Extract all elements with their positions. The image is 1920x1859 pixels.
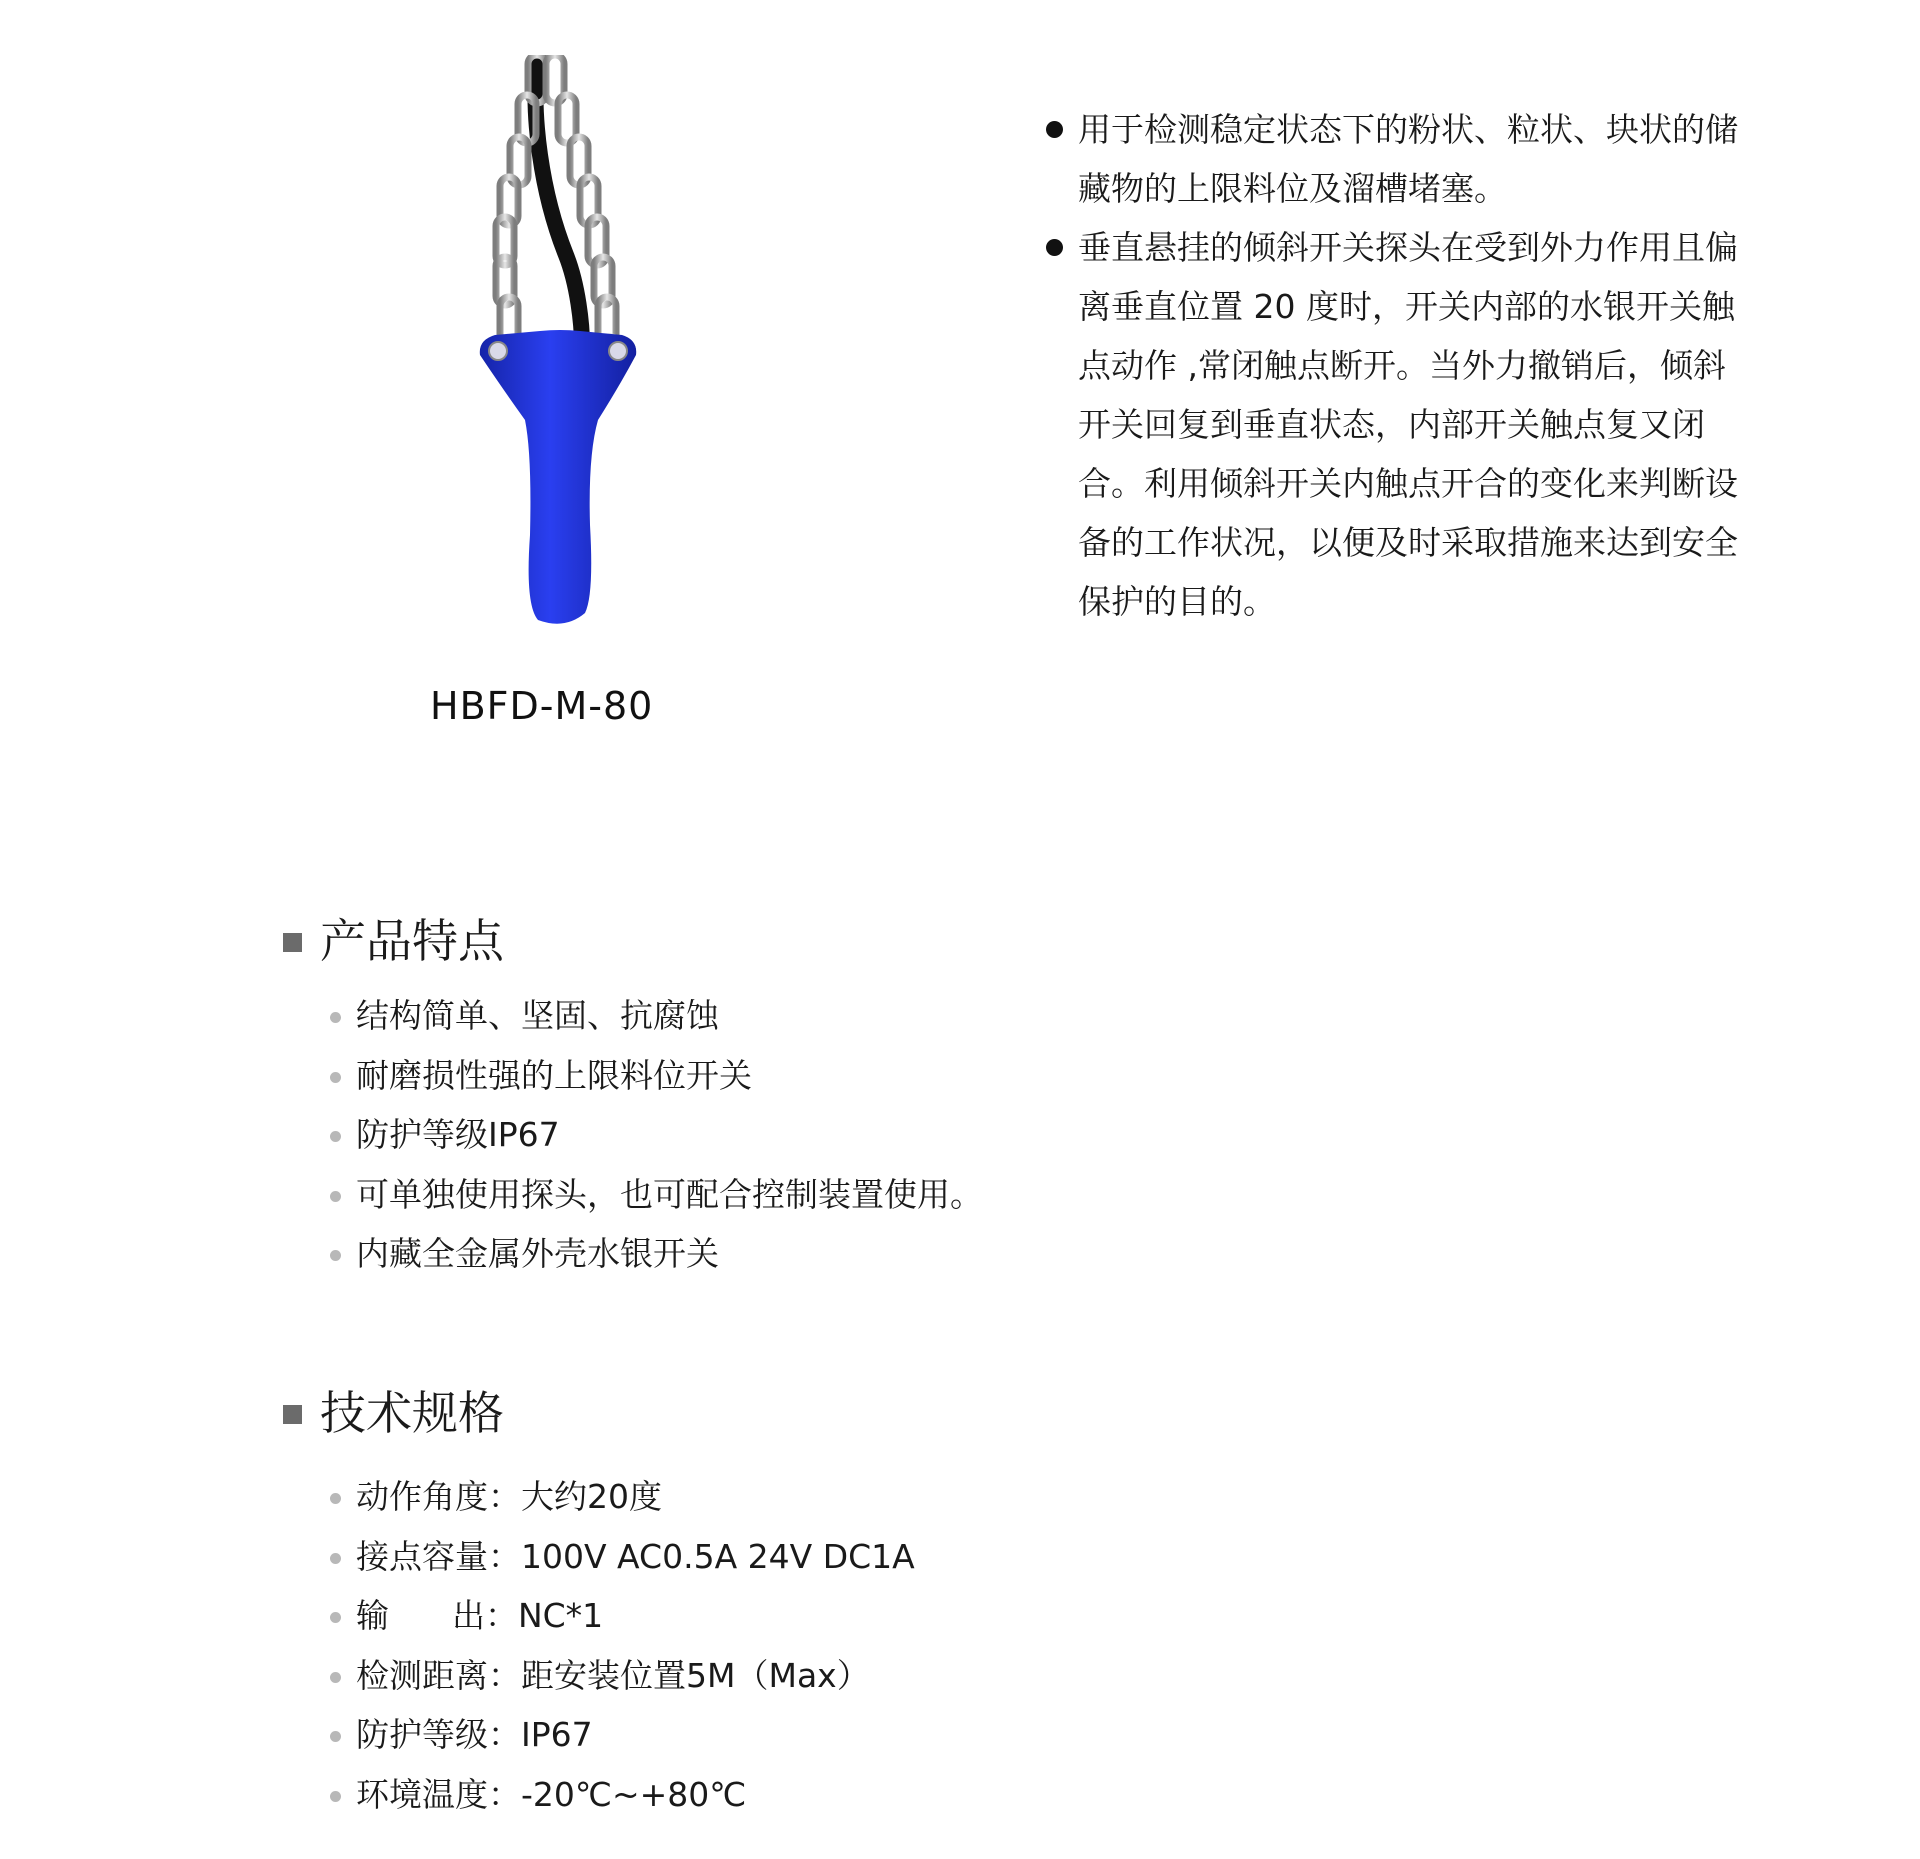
spec-item: 检测距离：距安装位置5M（Max） (330, 1646, 915, 1706)
description-list (1040, 100, 1740, 631)
spec-item: 输 出：NC*1 (330, 1586, 915, 1646)
spec-item: 环境温度：-20℃~+80℃ (330, 1765, 915, 1825)
spec-item: 防护等级：IP67 (330, 1705, 915, 1765)
probe-screw-right (609, 342, 627, 360)
feature-item: 耐磨损性强的上限料位开关 (330, 1046, 983, 1106)
spec-item: 动作角度：大约20度 (330, 1467, 915, 1527)
specs-title: 技术规格 (320, 1386, 504, 1440)
square-bullet-icon (283, 933, 302, 952)
spec-item: 接点容量：100V AC0.5A 24V DC1A (330, 1527, 915, 1587)
specs-list (330, 1467, 915, 1824)
feature-item: 内藏全金属外壳水银开关 (330, 1224, 983, 1284)
features-title: 产品特点 (320, 914, 504, 968)
feature-item: 结构简单、坚固、抗腐蚀 (330, 986, 983, 1046)
specs-heading (283, 1377, 504, 1443)
probe-screw-left (489, 342, 507, 360)
model-label: HBFD-M-80 (430, 684, 654, 728)
description-item: 用于检测稳定状态下的粉状、粒状、块状的储藏物的上限料位及溜槽堵塞。 (1040, 100, 1740, 218)
features-list (330, 986, 983, 1284)
probe-body (480, 330, 636, 624)
features-heading (283, 905, 504, 971)
square-bullet-icon (283, 1405, 302, 1424)
description-item: 垂直悬挂的倾斜开关探头在受到外力作用且偏离垂直位置 20 度时，开关内部的水银开关触点动作 ,常闭触点断开。当外力撤销后，倾斜开关回复到垂直状态，内部开关触点复又闭合。利用倾斜开关内触点开合的变化来判断设备的工作状况，以便及时采取措施来达到安全保护的目的。 (1040, 218, 1740, 631)
product-image (470, 55, 700, 635)
feature-item: 可单独使用探头，也可配合控制装置使用。 (330, 1165, 983, 1225)
feature-item: 防护等级IP67 (330, 1105, 983, 1165)
